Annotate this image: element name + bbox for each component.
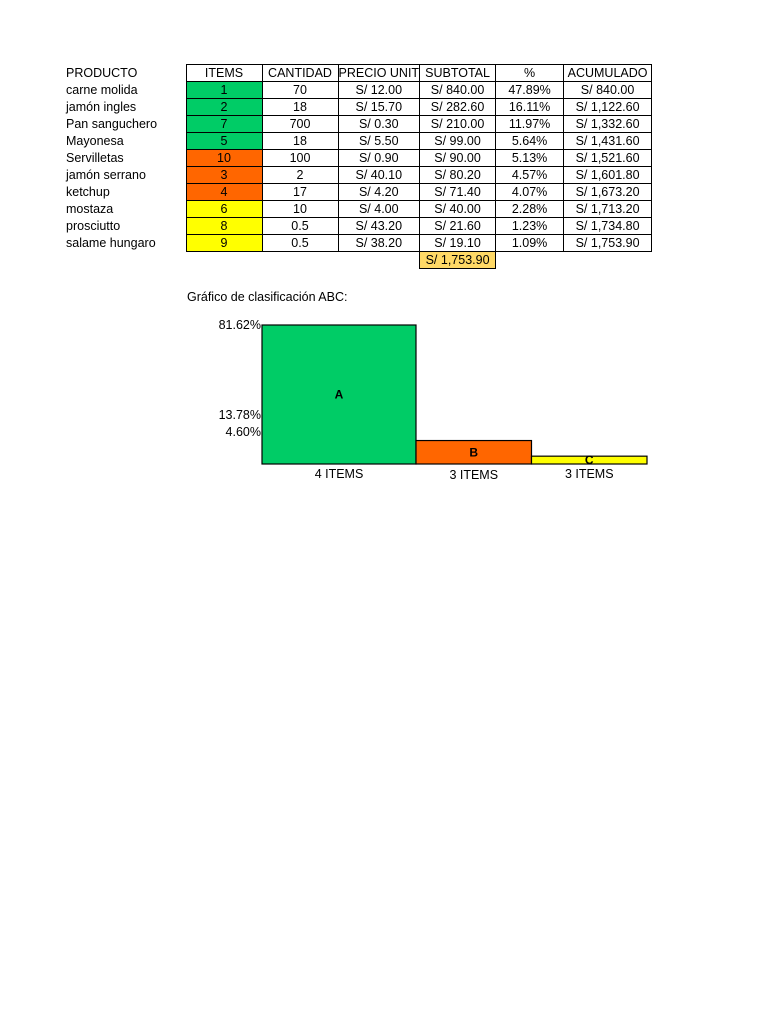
item-cell[interactable]: 2	[186, 99, 262, 116]
subtotal-cell[interactable]: S/ 210.00	[420, 116, 496, 133]
precio-cell[interactable]: S/ 40.10	[338, 167, 420, 184]
cantidad-cell[interactable]: 0.5	[262, 235, 338, 252]
value-label: 4.60%	[225, 425, 261, 439]
total-spacer	[338, 252, 420, 269]
header-precio-unit[interactable]: PRECIO UNIT	[338, 66, 420, 80]
percent-cell[interactable]: 2.28%	[496, 201, 564, 218]
item-cell[interactable]: 7	[186, 116, 262, 133]
cantidad-cell[interactable]: 2	[262, 167, 338, 184]
precio-cell[interactable]: S/ 15.70	[338, 99, 420, 116]
cantidad-cell[interactable]: 100	[262, 150, 338, 167]
item-cell[interactable]: 3	[186, 167, 262, 184]
subtotal-cell[interactable]: S/ 90.00	[420, 150, 496, 167]
subtotal-cell[interactable]: S/ 99.00	[420, 133, 496, 150]
value-label: 13.78%	[218, 408, 261, 422]
item-cell[interactable]: 8	[186, 218, 262, 235]
cantidad-cell[interactable]: 70	[262, 82, 338, 99]
acumulado-cell[interactable]: S/ 1,753.90	[564, 235, 652, 252]
table-row	[60, 150, 652, 167]
precio-cell[interactable]: S/ 4.00	[338, 201, 420, 218]
percent-cell[interactable]: 1.09%	[496, 235, 564, 252]
chart-title: Gráfico de clasificación ABC:	[187, 290, 348, 304]
acumulado-cell[interactable]: S/ 1,601.80	[564, 167, 652, 184]
item-cell[interactable]: 9	[186, 235, 262, 252]
total-spacer	[186, 252, 262, 269]
producto-cell[interactable]: Mayonesa	[66, 134, 124, 148]
percent-cell[interactable]: 5.13%	[496, 150, 564, 167]
total-spacer	[496, 252, 564, 269]
total-spacer	[564, 252, 652, 269]
table-row	[60, 82, 652, 99]
percent-cell[interactable]: 5.64%	[496, 133, 564, 150]
producto-cell[interactable]: salame hungaro	[66, 236, 156, 250]
header-subtotal[interactable]: SUBTOTAL	[420, 65, 496, 82]
subtotal-cell[interactable]: S/ 80.20	[420, 167, 496, 184]
subtotal-cell[interactable]: S/ 282.60	[420, 99, 496, 116]
item-cell[interactable]: 10	[186, 150, 262, 167]
table-row	[60, 218, 652, 235]
precio-cell[interactable]: S/ 12.00	[338, 82, 420, 99]
precio-cell[interactable]: S/ 5.50	[338, 133, 420, 150]
subtotal-total-cell[interactable]: S/ 1,753.90	[420, 252, 496, 269]
producto-cell[interactable]: carne molida	[66, 83, 138, 97]
precio-cell[interactable]: S/ 43.20	[338, 218, 420, 235]
producto-cell[interactable]: Servilletas	[66, 151, 124, 165]
abc-chart	[0, 300, 768, 490]
producto-cell[interactable]: jamón serrano	[66, 168, 146, 182]
acumulado-cell[interactable]: S/ 1,521.60	[564, 150, 652, 167]
bar-category-label: C	[584, 453, 594, 468]
table-row	[60, 99, 652, 116]
acumulado-cell[interactable]: S/ 1,673.20	[564, 184, 652, 201]
header-row	[60, 65, 652, 82]
percent-cell[interactable]: 4.57%	[496, 167, 564, 184]
cantidad-cell[interactable]: 18	[262, 99, 338, 116]
producto-cell[interactable]: prosciutto	[66, 219, 121, 233]
producto-cell[interactable]: jamón ingles	[66, 100, 137, 114]
percent-cell[interactable]: 11.97%	[496, 116, 564, 133]
subtotal-cell[interactable]: S/ 71.40	[420, 184, 496, 201]
bar-category-label: B	[469, 445, 479, 460]
acumulado-cell[interactable]: S/ 1,734.80	[564, 218, 652, 235]
cantidad-cell[interactable]: 18	[262, 133, 338, 150]
subtotal-cell[interactable]: S/ 40.00	[420, 201, 496, 218]
header-acumulado[interactable]: ACUMULADO	[564, 65, 652, 82]
abc-table	[60, 64, 652, 269]
percent-cell[interactable]: 16.11%	[496, 99, 564, 116]
cantidad-cell[interactable]: 0.5	[262, 218, 338, 235]
precio-cell[interactable]: S/ 38.20	[338, 235, 420, 252]
precio-cell[interactable]: S/ 4.20	[338, 184, 420, 201]
precio-cell[interactable]: S/ 0.30	[338, 116, 420, 133]
table-row	[60, 201, 652, 218]
table-row	[60, 235, 652, 252]
subtotal-cell[interactable]: S/ 21.60	[420, 218, 496, 235]
producto-cell[interactable]: Pan sanguchero	[66, 117, 158, 131]
acumulado-cell[interactable]: S/ 1,431.60	[564, 133, 652, 150]
table-body	[60, 82, 652, 252]
table-row	[60, 133, 652, 150]
percent-cell[interactable]: 1.23%	[496, 218, 564, 235]
producto-cell[interactable]: mostaza	[66, 202, 114, 216]
acumulado-cell[interactable]: S/ 840.00	[564, 82, 652, 99]
bar-category-label: A	[334, 387, 344, 402]
item-cell[interactable]: 1	[186, 82, 262, 99]
acumulado-cell[interactable]: S/ 1,332.60	[564, 116, 652, 133]
item-cell[interactable]: 5	[186, 133, 262, 150]
acumulado-cell[interactable]: S/ 1,713.20	[564, 201, 652, 218]
table-row	[60, 167, 652, 184]
x-axis-label: 3 ITEMS	[564, 467, 614, 481]
cantidad-cell[interactable]: 700	[262, 116, 338, 133]
x-axis-label: 4 ITEMS	[314, 467, 364, 481]
header-items[interactable]: ITEMS	[186, 65, 262, 82]
total-spacer	[262, 252, 338, 269]
subtotal-cell[interactable]: S/ 840.00	[420, 82, 496, 99]
value-label: 81.62%	[218, 318, 261, 332]
total-row	[60, 252, 652, 269]
acumulado-cell[interactable]: S/ 1,122.60	[564, 99, 652, 116]
percent-cell[interactable]: 4.07%	[496, 184, 564, 201]
header-cantidad[interactable]: CANTIDAD	[262, 65, 338, 82]
subtotal-cell[interactable]: S/ 19.10	[420, 235, 496, 252]
header-producto[interactable]: PRODUCTO	[66, 66, 138, 80]
item-cell[interactable]: 4	[186, 184, 262, 201]
table-row	[60, 184, 652, 201]
percent-cell[interactable]: 47.89%	[496, 82, 564, 99]
precio-cell[interactable]: S/ 0.90	[338, 150, 420, 167]
x-axis-label: 3 ITEMS	[449, 468, 499, 482]
item-cell[interactable]: 6	[186, 201, 262, 218]
cantidad-cell[interactable]: 17	[262, 184, 338, 201]
total-spacer	[60, 252, 186, 269]
producto-cell[interactable]: ketchup	[66, 185, 110, 199]
table-row	[60, 116, 652, 133]
cantidad-cell[interactable]: 10	[262, 201, 338, 218]
header-percent[interactable]: %	[496, 65, 564, 82]
